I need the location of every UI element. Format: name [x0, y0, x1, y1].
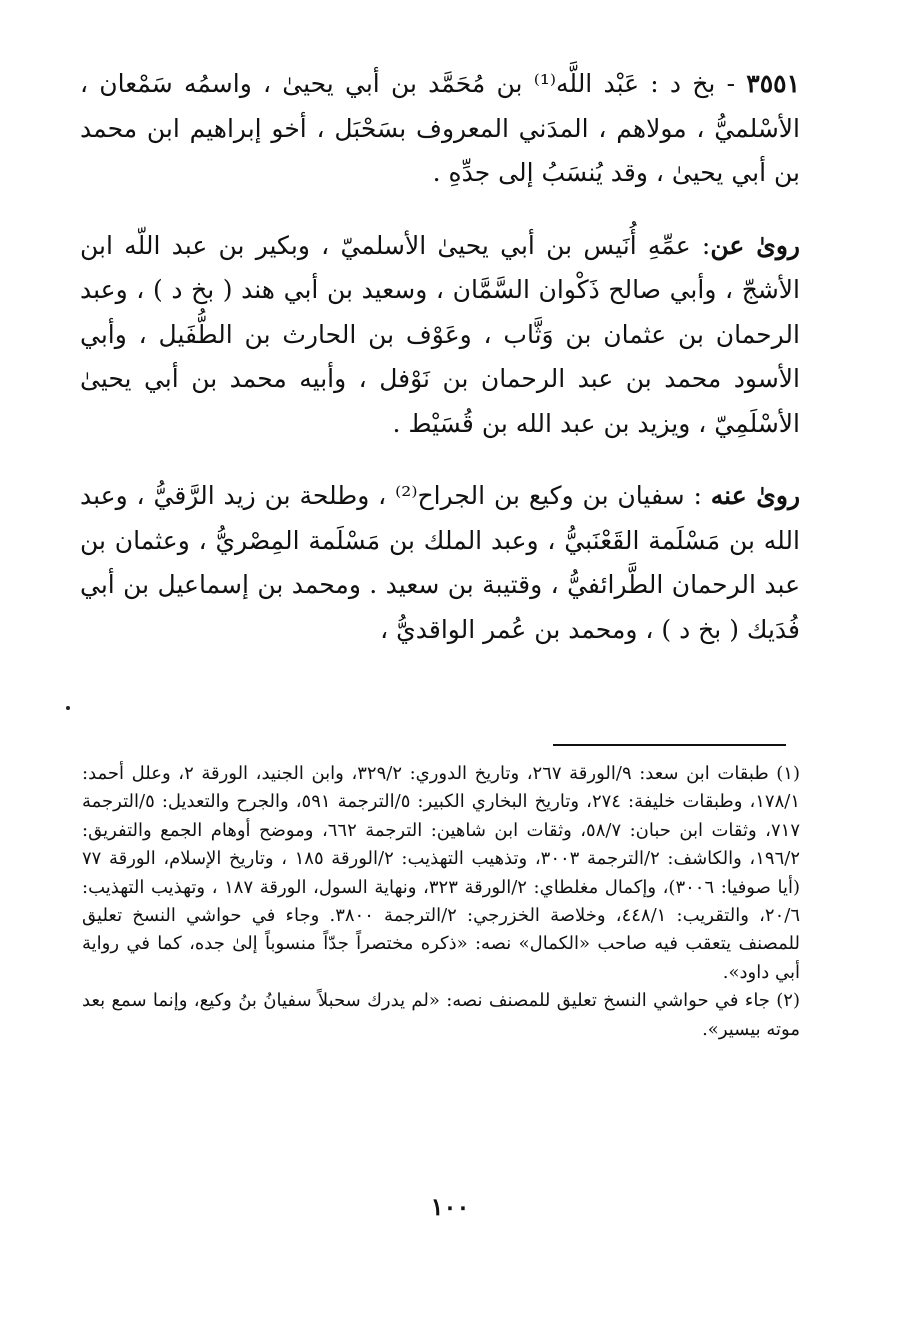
- narrated-by-paragraph: [80, 474, 800, 652]
- narrated-by-text: : سفيان بن وكيع بن الجراح⁽²⁾ ، وطلحة بن زيد الرَّقيُّ ، وعبد الله بن مَسْلَمة القَعْنَبيُّ ، وعبد الملك بن مَسْلَمة المِصْريُّ ، وعثمان بن عبد الرحمان الطَّرائفيُّ ، وقتيبة بن سعيد . ومحمد بن إسماعيل بن أبي فُدَيك ( بخ د ) ، ومحمد بن عُمر الواقديُّ ،: [80, 481, 800, 644]
- narrated-from-text: : عمِّهِ أُنَيس بن أبي يحيىٰ الأسلميّ ، وبكير بن عبد اللّه ابن الأشجّ ، وأبي صالح ذَكْوان السَّمَّان ، وسعيد بن أبي هند ( بخ د ) ، وعبد الرحمان بن عثمان بن وَثَّاب ، وعَوْف بن الحارث بن الطُّفَيل ، وأبي الأسود محمد بن عبد الرحمان بن نَوْفل ، وأبيه محمد بن أبي يحيىٰ الأسْلَمِيّ ، ويزيد بن عبد الله بن قُسَيْط .: [80, 230, 800, 438]
- footnote-1: (١) طبقات ابن سعد: ٩/الورقة ٢٦٧، وتاريخ الدوري: ٣٢٩/٢، وابن الجنيد، الورقة ٢، وعلل أحمد: ١٧٨/١، وطبقات خليفة: ٢٧٤، وتاريخ البخاري الكبير: ٥/الترجمة ٥٩١، والجرح والتعديل: ٥/الترجمة ٧١٧، وثقات ابن حبان: ٥٨/٧، وثقات ابن شاهين: الترجمة ٦٦٢، وموضح أوهام الجمع والتفريق: ١٩٦/٢، والكاشف: ٢/الترجمة ٣٠٠٣، وتذهيب التهذيب: ٢/الورقة ١٨٥ ، وتاريخ الإسلام، الورقة ٧٧ (أيا صوفيا: ٣٠٠٦)، وإكمال مغلطاي: ٢/الورقة ٣٢٣، ونهاية السول، الورقة ١٨٧ ، وتهذيب التهذيب: ٢٠/٦، والتقريب: ٤٤٨/١، وخلاصة الخزرجي: ٢/الترجمة ٣٨٠٠. وجاء في حواشي النسخ تعليق للمصنف يتعقب فيه صاحب «الكمال» نصه: «ذكره مختصراً جدّاً منسوباً إلىٰ جده، كما في رواية أبي داود».: [82, 763, 800, 983]
- footnote-separator: [553, 744, 786, 746]
- biography-body: [80, 62, 800, 652]
- footnotes: [82, 760, 800, 1044]
- narrated-from-paragraph: [80, 224, 800, 447]
- entry-header-paragraph: [80, 62, 800, 196]
- narrated-from-lead: روىٰ عن: [710, 230, 801, 260]
- entry-number: ٣٥٥١: [746, 69, 801, 98]
- narrated-by-lead: روىٰ عنه: [710, 481, 801, 510]
- entry-text: - بخ د : عَبْد اللَّه⁽¹⁾ بن مُحَمَّد بن أبي يحيىٰ ، واسمُه سَمْعان ، الأسْلميُّ ، مولاهم ، المدَني المعروف بسَحْبَل ، أخو إبراهيم ابن محمد بن أبي يحيىٰ ، وقد يُنسَبُ إلى جدِّهِ .: [80, 69, 800, 187]
- page-number: ١٠٠: [430, 1192, 470, 1221]
- stray-dot: [66, 706, 70, 710]
- footnote-2: (٢) جاء في حواشي النسخ تعليق للمصنف نصه: «لم يدرك سحبلاً سفيانُ بنُ وكيع، وإنما سمع بعد موته بيسير».: [82, 990, 800, 1040]
